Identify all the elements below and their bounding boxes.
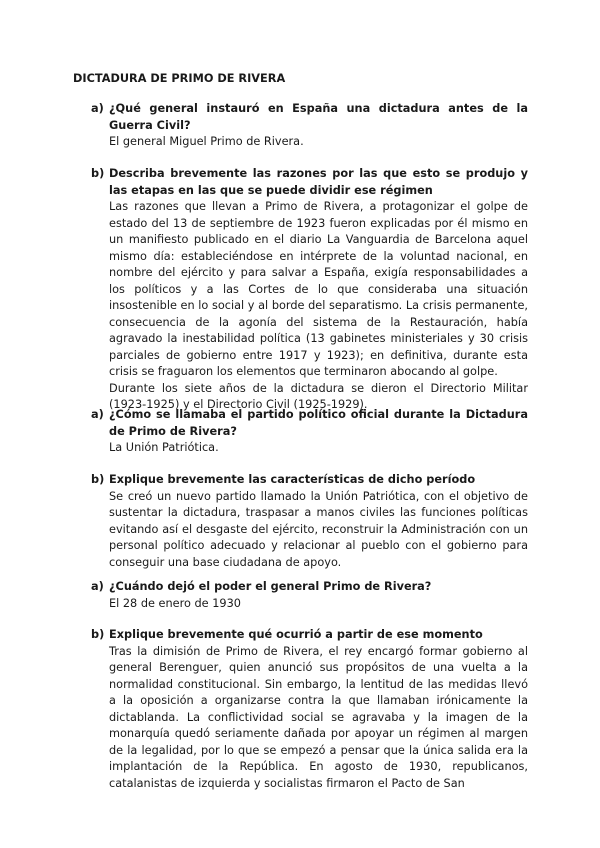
question-5-marker: a): [91, 580, 104, 593]
qa-section-6: [91, 627, 528, 792]
qa-section-4: [91, 472, 528, 571]
question-3: [91, 407, 528, 440]
answer-6: [109, 644, 528, 793]
answer-5-paragraph: El 28 de enero de 1930: [109, 596, 241, 610]
question-2-marker: b): [91, 167, 105, 180]
qa-section-2: [91, 166, 528, 414]
answer-5: [109, 596, 528, 613]
question-6: [91, 627, 528, 644]
question-5: [91, 579, 528, 596]
answer-1-paragraph: El general Miguel Primo de Rivera.: [109, 135, 304, 148]
question-6-marker: b): [91, 628, 105, 641]
question-4: [91, 472, 528, 489]
answer-1: [109, 134, 528, 151]
question-3-marker: a): [91, 408, 104, 421]
qa-section-1: [91, 101, 528, 151]
question-2-text: Describa brevemente las razones por las que esto se produjo y las etapas en las que se puede dividir ese régimen: [109, 167, 528, 197]
question-1-text: ¿Qué general instauró en España una dictadura antes de la Guerra Civil?: [109, 102, 528, 132]
qa-section-3: [91, 407, 528, 457]
qa-section-5: [91, 579, 528, 612]
answer-3: [109, 440, 528, 457]
question-6-text: Explique brevemente qué ocurrió a partir de ese momento: [109, 628, 483, 641]
answer-4-paragraph: Se creó un nuevo partido llamado la Unión Patriótica, con el objetivo de sustentar la dictadura, traspasar a manos civiles las funciones políticas evitando así el desgaste del ejército, reconstruir la Administración con un personal político adecuado y relacionar al pueblo con el gobierno para conseguir una base ciudadana de apoyo.: [109, 489, 528, 569]
question-4-marker: b): [91, 473, 105, 486]
answer-6-paragraph: Tras la dimisión de Primo de Rivera, el rey encargó formar gobierno al general Berenguer, quien anunció sus propósitos de una vuelta a la normalidad constitucional. Sin embargo, la lentitud de las medidas llevó a la oposición a organizarse contra la que llamaban irónicamente la dictablanda. La conflictividad social se agravaba y la imagen de la monarquía quedó seriamente dañada por apoyar un régimen al margen de la legalidad, por lo que se empezó a pensar que la única salida era la implantación de la República. En agosto de 1930, republicanos, catalanistas de izquierda y socialistas firmaron el Pacto de San: [109, 644, 528, 790]
question-5-text: ¿Cuándo dejó el poder el general Primo de Rivera?: [109, 580, 432, 593]
answer-3-paragraph: La Unión Patriótica.: [109, 441, 219, 454]
answer-2-paragraph-2: Durante los siete años de la dictadura se dieron el Directorio Militar (1923-1925) y el Directorio Civil (1925-1929).: [109, 381, 528, 411]
question-2: [91, 166, 528, 199]
question-3-text: ¿Cómo se llamaba el partido político oficial durante la Dictadura de Primo de Rivera?: [109, 408, 528, 438]
question-4-text: Explique brevemente las características de dicho período: [109, 473, 476, 486]
question-1-marker: a): [91, 102, 104, 115]
document-title: DICTADURA DE PRIMO DE RIVERA: [73, 72, 286, 85]
answer-2: [109, 199, 528, 414]
answer-2-paragraph-1: Las razones que llevan a Primo de Rivera, a protagonizar el golpe de estado del 13 de septiembre de 1923 fueron explicadas por él mismo en un manifiesto publicado en el diario La Vanguardia de Barcelona aquel mismo día: estableciéndose en intérprete de la voluntad nacional, en nombre del ejército y para salvar a España, exigía responsabilidades a los políticos y a las Cortes de lo que consideraba una situación insostenible en lo social y al borde del separatismo. La crisis permanente, consecuencia de la agonía del sistema de la Restauración, había agravado la inestabilidad política (13 gabinetes ministeriales y 30 crisis parciales de gobierno entre 1917 y 1923); en definitiva, durante esta crisis se fraguaron los elementos que terminaron abocando al golpe.: [109, 200, 528, 378]
answer-4: [109, 489, 528, 572]
question-1: [91, 101, 528, 134]
